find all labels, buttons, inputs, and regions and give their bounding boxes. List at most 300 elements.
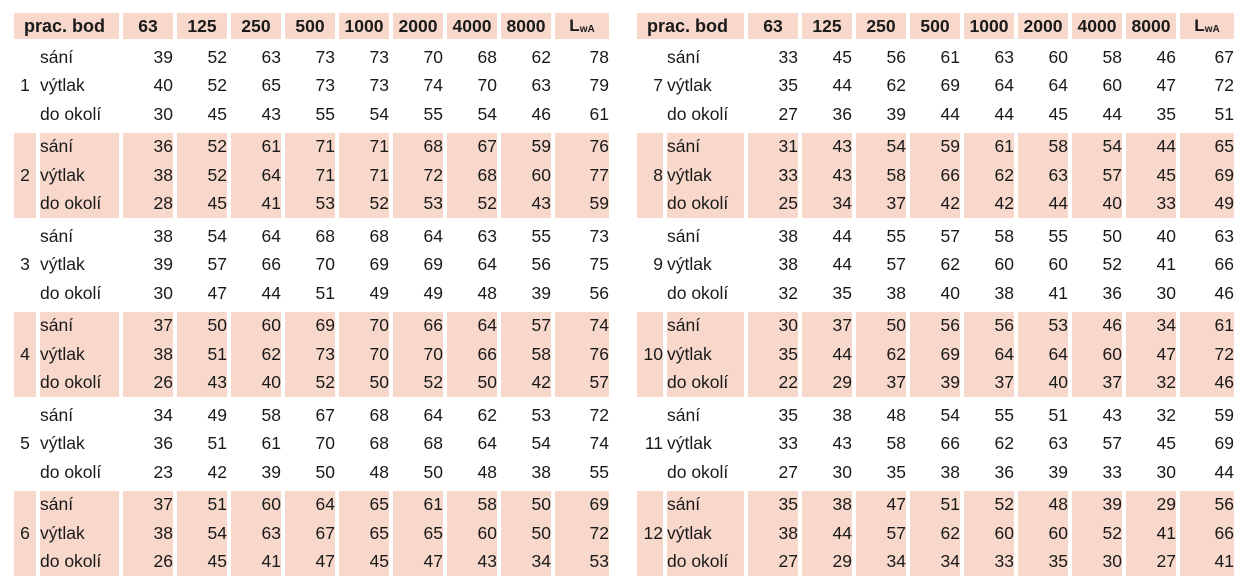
band-value-cell: 43 (177, 369, 231, 398)
band-value-cell: 34 (856, 548, 910, 576)
band-value-cell: 68 (339, 401, 393, 430)
band-value-cell: 57 (856, 251, 910, 280)
lwa-sub: wA (1205, 24, 1220, 35)
operating-point-number (637, 190, 667, 219)
table-row (14, 369, 609, 398)
table-row (14, 279, 609, 308)
table-row (14, 430, 609, 459)
operating-point-number (637, 312, 667, 341)
band-value-cell: 25 (748, 190, 802, 219)
band-value-cell: 37 (802, 312, 856, 341)
measurement-type: výtlak (667, 161, 748, 190)
operating-point-number (637, 100, 667, 129)
operating-point-number (637, 222, 667, 251)
lwa-value-cell: 63 (1180, 222, 1234, 251)
band-value-cell: 47 (1126, 72, 1180, 101)
table-row (14, 161, 609, 190)
band-value-cell: 69 (339, 251, 393, 280)
band-value-cell: 52 (964, 491, 1018, 520)
band-value-cell: 60 (1018, 251, 1072, 280)
band-value-cell: 52 (177, 161, 231, 190)
measurement-type: sání (667, 312, 748, 341)
band-value-cell: 60 (1072, 72, 1126, 101)
band-value-cell: 30 (748, 312, 802, 341)
band-value-cell: 51 (285, 279, 339, 308)
noise-table-right (637, 13, 1234, 576)
band-value-cell: 39 (910, 369, 964, 398)
band-value-cell: 33 (1072, 458, 1126, 487)
band-value-cell: 40 (1126, 222, 1180, 251)
band-value-cell: 45 (802, 43, 856, 72)
lwa-sub: wA (580, 24, 595, 35)
band-value-cell: 61 (231, 133, 285, 162)
band-value-cell: 71 (339, 133, 393, 162)
band-value-cell: 39 (1072, 491, 1126, 520)
measurement-type: do okolí (667, 369, 748, 398)
measurement-type: do okolí (40, 100, 123, 129)
band-value-cell: 55 (856, 222, 910, 251)
band-value-cell: 71 (339, 161, 393, 190)
band-value-cell: 43 (1072, 401, 1126, 430)
band-value-cell: 60 (501, 161, 555, 190)
band-value-cell: 52 (1072, 251, 1126, 280)
band-value-cell: 40 (231, 369, 285, 398)
band-value-cell: 34 (802, 190, 856, 219)
band-value-cell: 56 (501, 251, 555, 280)
band-value-cell: 62 (964, 430, 1018, 459)
lwa-value-cell: 74 (555, 430, 609, 459)
lwa-main: L (1194, 16, 1204, 35)
band-value-cell: 47 (393, 548, 447, 576)
band-value-cell: 38 (910, 458, 964, 487)
lwa-value-cell: 73 (555, 222, 609, 251)
band-value-cell: 36 (964, 458, 1018, 487)
band-value-cell: 27 (748, 548, 802, 576)
band-value-cell: 34 (123, 401, 177, 430)
table-row (637, 430, 1234, 459)
table-body-left (14, 43, 609, 576)
band-value-cell: 41 (1126, 519, 1180, 548)
band-value-cell: 68 (339, 430, 393, 459)
band-value-cell: 58 (856, 161, 910, 190)
band-value-cell: 42 (964, 190, 1018, 219)
band-value-cell: 51 (910, 491, 964, 520)
band-value-cell: 70 (339, 340, 393, 369)
band-value-cell: 41 (1018, 279, 1072, 308)
table-row (14, 133, 609, 162)
band-value-cell: 38 (748, 519, 802, 548)
band-value-cell: 62 (447, 401, 501, 430)
band-value-cell: 38 (802, 401, 856, 430)
measurement-type: sání (40, 401, 123, 430)
band-value-cell: 62 (856, 72, 910, 101)
band-value-cell: 63 (447, 222, 501, 251)
band-value-cell: 61 (964, 133, 1018, 162)
measurement-type: výtlak (667, 519, 748, 548)
operating-point-number (14, 369, 40, 398)
band-value-cell: 68 (285, 222, 339, 251)
lwa-value-cell: 41 (1180, 548, 1234, 576)
band-value-cell: 28 (123, 190, 177, 219)
measurement-type: do okolí (40, 548, 123, 576)
operating-point-number (14, 100, 40, 129)
band-value-cell: 66 (231, 251, 285, 280)
lwa-value-cell: 59 (1180, 401, 1234, 430)
lwa-value-cell: 57 (555, 369, 609, 398)
band-value-cell: 27 (748, 100, 802, 129)
band-value-cell: 34 (1126, 312, 1180, 341)
band-value-cell: 62 (501, 43, 555, 72)
band-value-cell: 33 (748, 161, 802, 190)
band-value-cell: 54 (501, 430, 555, 459)
table-row (637, 43, 1234, 72)
band-value-cell: 74 (393, 72, 447, 101)
operating-point-number: 1 (14, 72, 40, 101)
table-row (14, 458, 609, 487)
band-value-cell: 68 (393, 133, 447, 162)
band-value-cell: 35 (748, 491, 802, 520)
band-value-cell: 54 (910, 401, 964, 430)
band-value-cell: 46 (501, 100, 555, 129)
band-value-cell: 45 (177, 190, 231, 219)
band-value-cell: 32 (748, 279, 802, 308)
band-value-cell: 69 (393, 251, 447, 280)
band-value-cell: 62 (910, 519, 964, 548)
band-value-cell: 63 (231, 43, 285, 72)
measurement-type: sání (667, 43, 748, 72)
band-value-cell: 47 (856, 491, 910, 520)
band-value-cell: 38 (123, 519, 177, 548)
measurement-type: sání (40, 43, 123, 72)
operating-point-number: 4 (14, 340, 40, 369)
band-value-cell: 31 (748, 133, 802, 162)
header-operating-point: prac. bod (14, 13, 123, 43)
table-row (14, 548, 609, 576)
lwa-value-cell: 76 (555, 133, 609, 162)
lwa-main: L (569, 16, 579, 35)
band-value-cell: 64 (964, 340, 1018, 369)
measurement-type: sání (667, 133, 748, 162)
measurement-type: sání (667, 491, 748, 520)
band-value-cell: 39 (501, 279, 555, 308)
lwa-value-cell: 69 (555, 491, 609, 520)
header-63hz: 63 (123, 13, 177, 43)
lwa-value-cell: 69 (1180, 430, 1234, 459)
band-value-cell: 36 (1072, 279, 1126, 308)
band-value-cell: 48 (1018, 491, 1072, 520)
band-value-cell: 50 (501, 491, 555, 520)
band-value-cell: 54 (177, 519, 231, 548)
band-value-cell: 68 (393, 430, 447, 459)
band-value-cell: 40 (1072, 190, 1126, 219)
band-value-cell: 45 (339, 548, 393, 576)
band-value-cell: 43 (231, 100, 285, 129)
band-value-cell: 73 (285, 340, 339, 369)
measurement-type: sání (40, 222, 123, 251)
band-value-cell: 57 (910, 222, 964, 251)
lwa-value-cell: 77 (555, 161, 609, 190)
measurement-type: sání (40, 312, 123, 341)
band-value-cell: 35 (748, 340, 802, 369)
band-value-cell: 37 (856, 369, 910, 398)
lwa-value-cell: 72 (1180, 72, 1234, 101)
table-row (637, 548, 1234, 576)
band-value-cell: 64 (231, 222, 285, 251)
measurement-type: sání (667, 222, 748, 251)
band-value-cell: 30 (123, 279, 177, 308)
band-value-cell: 56 (964, 312, 1018, 341)
measurement-type: do okolí (667, 548, 748, 576)
operating-point-number: 8 (637, 161, 667, 190)
band-value-cell: 72 (393, 161, 447, 190)
band-value-cell: 44 (802, 340, 856, 369)
band-value-cell: 63 (964, 43, 1018, 72)
operating-point-number: 7 (637, 72, 667, 101)
band-value-cell: 63 (1018, 161, 1072, 190)
band-value-cell: 39 (123, 251, 177, 280)
band-value-cell: 38 (856, 279, 910, 308)
band-value-cell: 73 (339, 72, 393, 101)
band-value-cell: 38 (748, 222, 802, 251)
band-value-cell: 45 (177, 100, 231, 129)
band-value-cell: 61 (393, 491, 447, 520)
table-row (14, 519, 609, 548)
band-value-cell: 42 (501, 369, 555, 398)
band-value-cell: 48 (447, 279, 501, 308)
table-row (14, 312, 609, 341)
band-value-cell: 51 (1018, 401, 1072, 430)
band-value-cell: 65 (339, 491, 393, 520)
operating-point-number (637, 401, 667, 430)
header-4000hz: 4000 (447, 13, 501, 43)
band-value-cell: 49 (393, 279, 447, 308)
band-value-cell: 48 (856, 401, 910, 430)
lwa-value-cell: 66 (1180, 251, 1234, 280)
band-value-cell: 39 (856, 100, 910, 129)
table-row (14, 222, 609, 251)
band-value-cell: 60 (231, 312, 285, 341)
band-value-cell: 58 (447, 491, 501, 520)
band-value-cell: 64 (393, 401, 447, 430)
band-value-cell: 64 (447, 312, 501, 341)
band-value-cell: 70 (285, 430, 339, 459)
operating-point-number: 5 (14, 430, 40, 459)
header-125hz: 125 (177, 13, 231, 43)
measurement-type: výtlak (40, 340, 123, 369)
band-value-cell: 73 (285, 72, 339, 101)
measurement-type: do okolí (40, 369, 123, 398)
header-lwa (555, 13, 609, 43)
band-value-cell: 27 (748, 458, 802, 487)
band-value-cell: 23 (123, 458, 177, 487)
band-value-cell: 44 (1018, 190, 1072, 219)
band-value-cell: 54 (339, 100, 393, 129)
band-value-cell: 37 (1072, 369, 1126, 398)
band-value-cell: 59 (910, 133, 964, 162)
measurement-type: do okolí (40, 279, 123, 308)
band-value-cell: 35 (1018, 548, 1072, 576)
band-value-cell: 35 (802, 279, 856, 308)
table-row (14, 43, 609, 72)
table-row (637, 251, 1234, 280)
band-value-cell: 49 (177, 401, 231, 430)
band-value-cell: 70 (393, 43, 447, 72)
header-63hz: 63 (748, 13, 802, 43)
band-value-cell: 60 (1018, 43, 1072, 72)
band-value-cell: 67 (285, 401, 339, 430)
band-value-cell: 50 (501, 519, 555, 548)
band-value-cell: 38 (123, 161, 177, 190)
measurement-type: sání (667, 401, 748, 430)
table-row (637, 519, 1234, 548)
band-value-cell: 38 (123, 222, 177, 251)
operating-point-number (637, 279, 667, 308)
band-value-cell: 35 (856, 458, 910, 487)
band-value-cell: 30 (1126, 458, 1180, 487)
band-value-cell: 54 (856, 133, 910, 162)
measurement-type: výtlak (40, 519, 123, 548)
band-value-cell: 58 (1018, 133, 1072, 162)
band-value-cell: 45 (1126, 430, 1180, 459)
operating-point-number (14, 222, 40, 251)
band-value-cell: 56 (910, 312, 964, 341)
band-value-cell: 44 (802, 251, 856, 280)
operating-point-number (637, 458, 667, 487)
lwa-value-cell: 61 (555, 100, 609, 129)
band-value-cell: 26 (123, 369, 177, 398)
measurement-type: výtlak (667, 72, 748, 101)
band-value-cell: 36 (123, 430, 177, 459)
band-value-cell: 53 (501, 401, 555, 430)
band-value-cell: 27 (1126, 548, 1180, 576)
band-value-cell: 63 (1018, 430, 1072, 459)
band-value-cell: 42 (177, 458, 231, 487)
operating-point-number: 12 (637, 519, 667, 548)
band-value-cell: 62 (964, 161, 1018, 190)
band-value-cell: 43 (802, 430, 856, 459)
band-value-cell: 33 (748, 43, 802, 72)
band-value-cell: 41 (231, 548, 285, 576)
operating-point-number (637, 548, 667, 576)
measurement-type: výtlak (40, 72, 123, 101)
band-value-cell: 57 (856, 519, 910, 548)
band-value-cell: 64 (447, 430, 501, 459)
lwa-value-cell: 74 (555, 312, 609, 341)
band-value-cell: 57 (177, 251, 231, 280)
band-value-cell: 42 (910, 190, 964, 219)
band-value-cell: 63 (501, 72, 555, 101)
band-value-cell: 54 (447, 100, 501, 129)
measurement-type: výtlak (667, 251, 748, 280)
table-body-right (637, 43, 1234, 576)
band-value-cell: 64 (1018, 340, 1072, 369)
band-value-cell: 30 (123, 100, 177, 129)
band-value-cell: 61 (910, 43, 964, 72)
band-value-cell: 52 (177, 43, 231, 72)
band-value-cell: 68 (447, 43, 501, 72)
band-value-cell: 39 (231, 458, 285, 487)
header-2000hz: 2000 (393, 13, 447, 43)
band-value-cell: 30 (1126, 279, 1180, 308)
band-value-cell: 62 (910, 251, 964, 280)
band-value-cell: 60 (964, 251, 1018, 280)
band-value-cell: 51 (177, 491, 231, 520)
band-value-cell: 64 (1018, 72, 1072, 101)
table-row (14, 401, 609, 430)
table-row (14, 340, 609, 369)
band-value-cell: 66 (447, 340, 501, 369)
band-value-cell: 33 (748, 430, 802, 459)
table-row (637, 340, 1234, 369)
lwa-value-cell: 49 (1180, 190, 1234, 219)
band-value-cell: 70 (339, 312, 393, 341)
band-value-cell: 39 (1018, 458, 1072, 487)
operating-point-number: 9 (637, 251, 667, 280)
lwa-value-cell: 69 (1180, 161, 1234, 190)
band-value-cell: 44 (802, 519, 856, 548)
band-value-cell: 70 (393, 340, 447, 369)
band-value-cell: 43 (447, 548, 501, 576)
band-value-cell: 62 (231, 340, 285, 369)
band-value-cell: 53 (1018, 312, 1072, 341)
band-value-cell: 70 (285, 251, 339, 280)
band-value-cell: 34 (910, 548, 964, 576)
band-value-cell: 65 (231, 72, 285, 101)
header-500hz: 500 (285, 13, 339, 43)
measurement-type: do okolí (667, 279, 748, 308)
operating-point-number (14, 43, 40, 72)
operating-point-number: 2 (14, 161, 40, 190)
band-value-cell: 36 (802, 100, 856, 129)
operating-point-number (14, 548, 40, 576)
lwa-value-cell: 51 (1180, 100, 1234, 129)
operating-point-number (14, 133, 40, 162)
table-row (14, 251, 609, 280)
band-value-cell: 53 (285, 190, 339, 219)
operating-point-number (637, 133, 667, 162)
band-value-cell: 52 (1072, 519, 1126, 548)
band-value-cell: 51 (177, 430, 231, 459)
lwa-value-cell: 66 (1180, 519, 1234, 548)
band-value-cell: 38 (748, 251, 802, 280)
band-value-cell: 66 (910, 161, 964, 190)
header-500hz: 500 (910, 13, 964, 43)
lwa-value-cell: 72 (555, 519, 609, 548)
lwa-value-cell: 72 (1180, 340, 1234, 369)
operating-point-number (637, 369, 667, 398)
band-value-cell: 48 (339, 458, 393, 487)
lwa-value-cell: 75 (555, 251, 609, 280)
lwa-value-cell: 72 (555, 401, 609, 430)
band-value-cell: 59 (501, 133, 555, 162)
table-row (14, 190, 609, 219)
band-value-cell: 29 (802, 548, 856, 576)
band-value-cell: 37 (123, 312, 177, 341)
band-value-cell: 54 (1072, 133, 1126, 162)
band-value-cell: 70 (447, 72, 501, 101)
band-value-cell: 64 (964, 72, 1018, 101)
band-value-cell: 43 (802, 133, 856, 162)
band-value-cell: 46 (1126, 43, 1180, 72)
band-value-cell: 64 (231, 161, 285, 190)
operating-point-number (14, 312, 40, 341)
table-row (637, 72, 1234, 101)
lwa-value-cell: 46 (1180, 369, 1234, 398)
band-value-cell: 52 (285, 369, 339, 398)
band-value-cell: 46 (1072, 312, 1126, 341)
table-row (637, 401, 1234, 430)
band-value-cell: 58 (231, 401, 285, 430)
